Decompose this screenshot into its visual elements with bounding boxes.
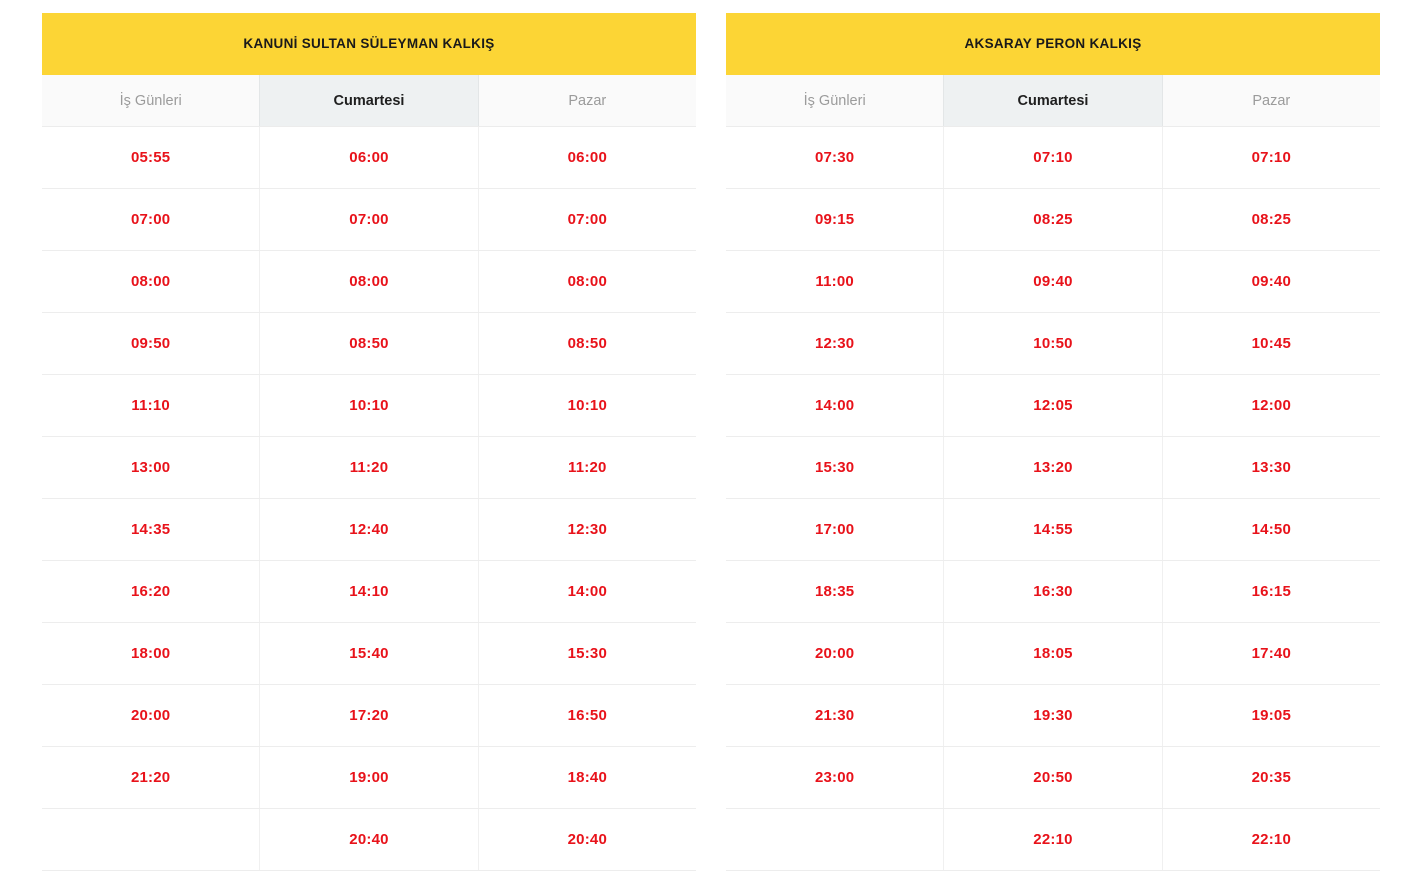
time-cell: 12:30 [567, 521, 607, 538]
table-row [726, 437, 1380, 499]
time-cell: 18:05 [943, 623, 1162, 684]
table-row [42, 313, 696, 375]
table-header-row [42, 75, 696, 127]
time-cell: 20:50 [943, 747, 1162, 808]
time-cell: 16:20 [130, 583, 171, 600]
time-cell: 23:00 [814, 769, 855, 786]
time-cell: 20:40 [567, 831, 607, 848]
time-cell: 21:20 [130, 769, 171, 786]
time-cell: 18:35 [814, 583, 855, 600]
time-cell: 11:20 [568, 459, 607, 476]
time-cell: 15:30 [567, 645, 607, 662]
time-cell: 12:30 [814, 335, 855, 352]
time-cell: 20:40 [259, 809, 478, 870]
time-cell: 11:10 [131, 397, 170, 414]
table-row [726, 561, 1380, 623]
table-row [42, 251, 696, 313]
table-row [42, 499, 696, 561]
time-cell: 16:15 [1251, 583, 1291, 600]
table-body [42, 127, 696, 871]
time-cell: 16:50 [567, 707, 607, 724]
time-cell: 09:40 [1251, 273, 1291, 290]
time-cell: 14:50 [1251, 521, 1291, 538]
time-cell: 07:00 [130, 211, 171, 228]
time-cell: 08:00 [130, 273, 171, 290]
time-cell: 21:30 [814, 707, 855, 724]
time-cell: 14:35 [130, 521, 171, 538]
table-row [42, 375, 696, 437]
time-cell: 13:30 [1251, 459, 1291, 476]
time-cell: 15:40 [259, 623, 478, 684]
table-row [726, 499, 1380, 561]
table-title: KANUNİ SULTAN SÜLEYMAN KALKIŞ [42, 13, 696, 75]
table-row [726, 685, 1380, 747]
time-cell: 08:25 [1251, 211, 1291, 228]
time-cell: 14:00 [814, 397, 855, 414]
time-cell: 19:05 [1251, 707, 1291, 724]
time-cell: 22:10 [1251, 831, 1291, 848]
time-cell: 09:15 [814, 211, 855, 228]
time-cell: 14:00 [567, 583, 607, 600]
time-cell: 07:30 [814, 149, 855, 166]
column-header-is-gunleri[interactable]: İş Günleri [803, 92, 866, 109]
time-cell: 13:00 [130, 459, 171, 476]
table-row [42, 747, 696, 809]
time-cell: 10:45 [1251, 335, 1291, 352]
table-row [42, 437, 696, 499]
table-row [726, 809, 1380, 871]
time-cell: 13:20 [943, 437, 1162, 498]
time-cell: 08:25 [943, 189, 1162, 250]
time-cell: 14:55 [943, 499, 1162, 560]
time-cell: 17:40 [1251, 645, 1291, 662]
time-cell: 09:40 [943, 251, 1162, 312]
table-row [726, 623, 1380, 685]
timetable-aksaray-peron [726, 13, 1380, 871]
table-row [726, 313, 1380, 375]
column-header-cumartesi[interactable]: Cumartesi [943, 75, 1162, 126]
time-cell: 06:00 [259, 127, 478, 188]
time-cell: 19:00 [259, 747, 478, 808]
time-cell: 11:00 [815, 273, 854, 290]
time-cell: 07:00 [567, 211, 607, 228]
time-cell: 10:50 [943, 313, 1162, 374]
table-row [42, 623, 696, 685]
time-cell: 12:00 [1251, 397, 1291, 414]
time-cell: 08:00 [567, 273, 607, 290]
time-cell: 17:00 [814, 521, 855, 538]
table-row [726, 189, 1380, 251]
time-cell: 07:00 [259, 189, 478, 250]
column-header-cumartesi[interactable]: Cumartesi [259, 75, 478, 126]
table-row [726, 375, 1380, 437]
time-cell: 22:10 [943, 809, 1162, 870]
time-cell: 12:05 [943, 375, 1162, 436]
column-header-is-gunleri[interactable]: İş Günleri [119, 92, 182, 109]
time-cell: 20:00 [130, 707, 171, 724]
time-cell: 05:55 [130, 149, 171, 166]
column-header-pazar[interactable]: Pazar [1252, 92, 1291, 109]
table-row [42, 189, 696, 251]
time-cell: 09:50 [130, 335, 171, 352]
time-cell: 11:20 [259, 437, 478, 498]
time-cell: 10:10 [259, 375, 478, 436]
time-cell: 10:10 [567, 397, 607, 414]
time-cell: 16:30 [943, 561, 1162, 622]
time-cell: 06:00 [567, 149, 607, 166]
table-row [42, 561, 696, 623]
time-cell: 14:10 [259, 561, 478, 622]
time-cell: 18:40 [567, 769, 607, 786]
time-cell: 08:50 [259, 313, 478, 374]
time-cell: 12:40 [259, 499, 478, 560]
time-cell: 08:00 [259, 251, 478, 312]
time-cell: 19:30 [943, 685, 1162, 746]
time-cell: 17:20 [259, 685, 478, 746]
time-cell: 20:35 [1251, 769, 1291, 786]
time-cell [42, 809, 259, 870]
time-cell: 07:10 [1251, 149, 1291, 166]
time-cell: 15:30 [814, 459, 855, 476]
column-header-pazar[interactable]: Pazar [568, 92, 607, 109]
time-cell: 18:00 [130, 645, 171, 662]
table-row [726, 251, 1380, 313]
time-cell: 07:10 [943, 127, 1162, 188]
time-cell: 20:00 [814, 645, 855, 662]
table-row [42, 809, 696, 871]
table-title: AKSARAY PERON KALKIŞ [726, 13, 1380, 75]
table-row [42, 685, 696, 747]
table-row [726, 127, 1380, 189]
table-header-row [726, 75, 1380, 127]
time-cell [726, 809, 943, 870]
timetable-kanuni-sultan-suleyman [42, 13, 696, 871]
table-body [726, 127, 1380, 871]
time-cell: 08:50 [567, 335, 607, 352]
table-row [42, 127, 696, 189]
table-row [726, 747, 1380, 809]
